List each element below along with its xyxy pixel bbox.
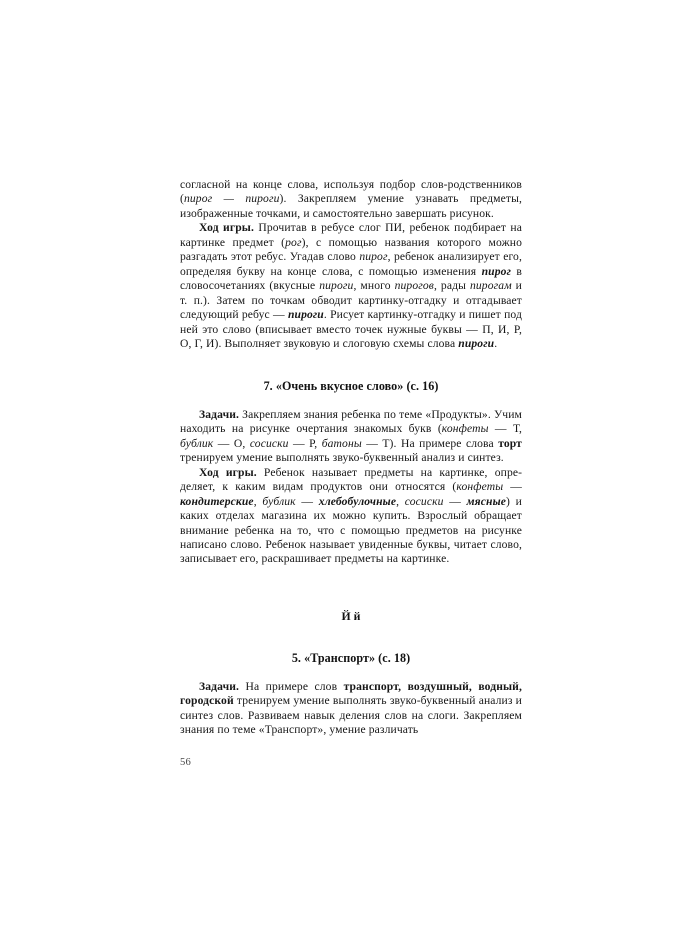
heading-game-5: 5. «Транспорт» (с. 18) <box>291 651 411 666</box>
spacer-after-letter-heading <box>180 623 522 651</box>
paragraph-zadachi-game5: Задачи. На примере слов транспорт, воздушный, водный, городской тренируем умение выполнять звуко-буквенный анализ и синтез слов. Развиваем навык деления слов на слоги. Закрепляем знания по теме «Транспорт», умение различать <box>180 679 522 737</box>
paragraph-zadachi-game7: Задачи. Закрепляем знания ребенка по теме «Продукты». Учим находить на рисунке очертания знакомых букв (конфеты — Т, бублик — О, сосиски — Р, батоны — Т). На примере слова торт тренируем умение выполнять звуко-буквенный анализ и синтез. <box>180 407 522 465</box>
paragraph-hod-igry-game7: Ход игры. Ребенок называет предметы на картинке, определяет, к каким видам продуктов они относятся (конфеты — кондитерские, бублик — хлебобулочные, сосиски — мясные) и каких отделах магазина их можно купить. Взрослый обращает внимание ребенка на то, что с помощью предметов на рисунке написано слово. Ребенок называет увиденные буквы, читает слово, записывает его, раскрашивает предметы на картинке. <box>180 465 522 566</box>
heading-game-7: 7. «Очень вкусное слово» (с. 16) <box>263 379 439 394</box>
paragraph-hod-igry-game6: Ход игры. Прочитав в ребусе слог ПИ, ребенок подбирает на картинке предмет (рог), с помощью названия которого можно разгадать этот ребус. Угадав слово пирог, ребенок анализирует его, определяя букву на конце слова, с помощью изменения пирог в словосочетаниях (вкусные пироги, много пирогов, рады пирогам и т. п.). Затем по точкам обводит картинку-отгадку и отгадывает следующий ребус — пироги. Рисует картинку-отгадку и пишет под ней это слово (вписывает вместо точек нужные буквы — П, И, Р, О, Г, И). Выполняет звуковую и слоговую схемы слова пироги. <box>180 221 522 350</box>
heading-letter-yi: Й й <box>341 608 361 623</box>
page-text-block <box>180 178 522 738</box>
spacer-before-letter-heading <box>180 567 522 609</box>
paragraph-continued: согласной на конце слова, используя подбор слов-родственников (пирог — пироги). Закрепляем умение узнавать предметы, изображенные точками, и самостоятельно завершать рисунок. <box>180 178 522 220</box>
spacer-before-heading-7 <box>180 351 522 379</box>
spacer-after-heading-5 <box>180 666 522 680</box>
page-number: 56 <box>180 757 192 768</box>
spacer-after-heading-7 <box>180 394 522 408</box>
